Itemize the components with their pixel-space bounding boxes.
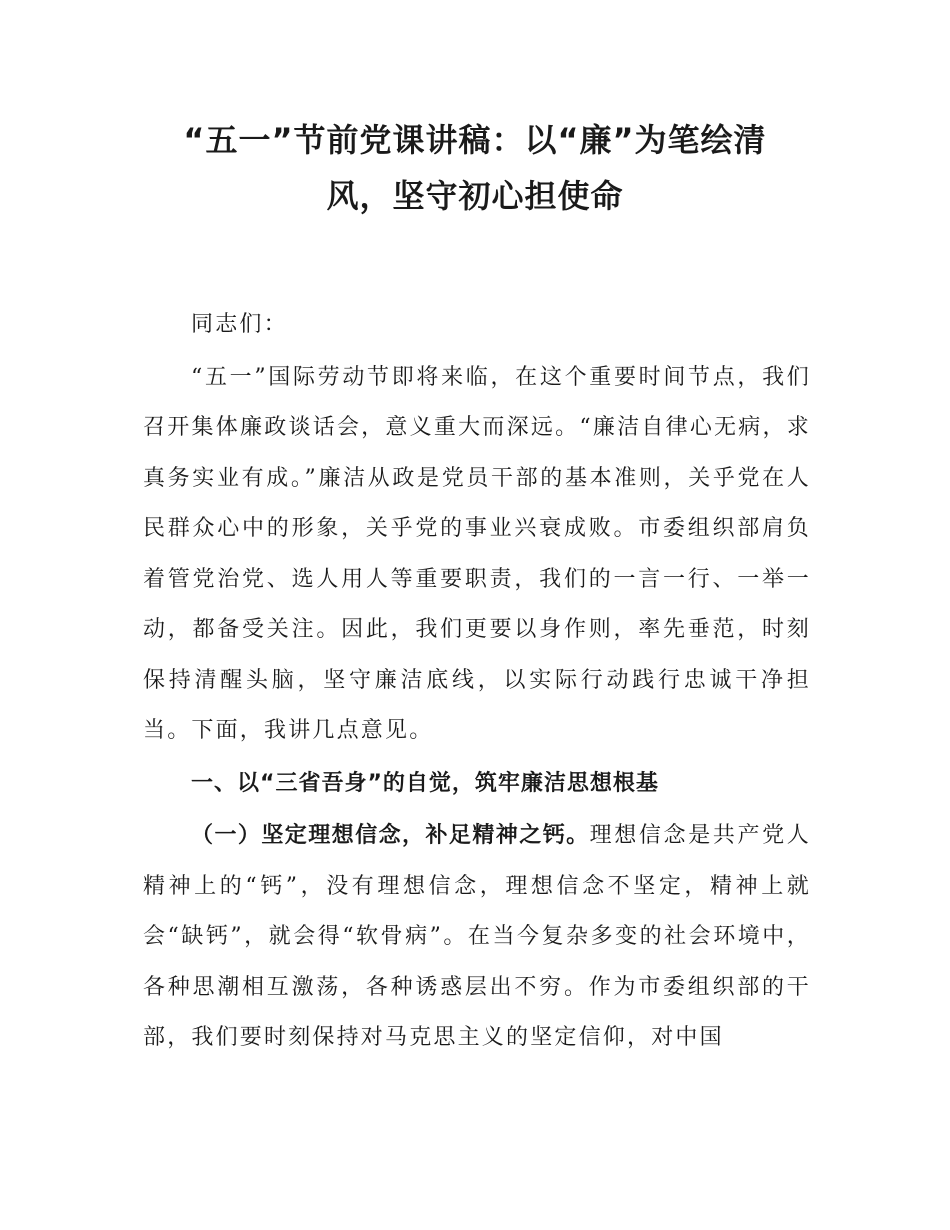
intro-paragraph: “五一”国际劳动节即将来临，在这个重要时间节点，我们召开集体廉政谈话会，意义重大而深远。“廉洁自律心无病，求真务实业有成。”廉洁从政是党员干部的基本准则，关乎党在人民群众心中的形象，关乎党的事业兴衰成败。市委组织部肩负着管党治党、选人用人等重要职责，我们的一言一行、一举一动，都备受关注。因此，我们更要以身作则，率先垂范，时刻保持清醒头脑，坚守廉洁底线，以实际行动践行忠诚干净担当。下面，我讲几点意见。 (143, 364, 811, 743)
section-heading-1: 一、以“三省吾身”的自觉，筑牢廉洁思想根基 (191, 770, 659, 796)
subsection-body-1: 理想信念是共产党人精神上的“钙”，没有理想信念，理想信念不坚定，精神上就会“缺钙”，就会得“软骨病”。在当今复杂多变的社会环境中，各种思潮相互激荡，各种诱惑层出不穷。作为市委组织部的干部，我们要时刻保持对马克思主义的坚定信仰，对中国 (143, 823, 811, 1050)
subsection-lead-1: （一）坚定理想信念，补足精神之钙。 (191, 823, 590, 848)
subsection-paragraph-1 (143, 811, 811, 1064)
title-line-1: “五一”节前党课讲稿：以“廉”为笔绘清 (183, 121, 767, 159)
salutation: 同志们： (191, 312, 288, 337)
title-line-2: 风，坚守初心担使命 (326, 177, 624, 215)
document-title (140, 112, 810, 224)
document-body (143, 300, 811, 1064)
